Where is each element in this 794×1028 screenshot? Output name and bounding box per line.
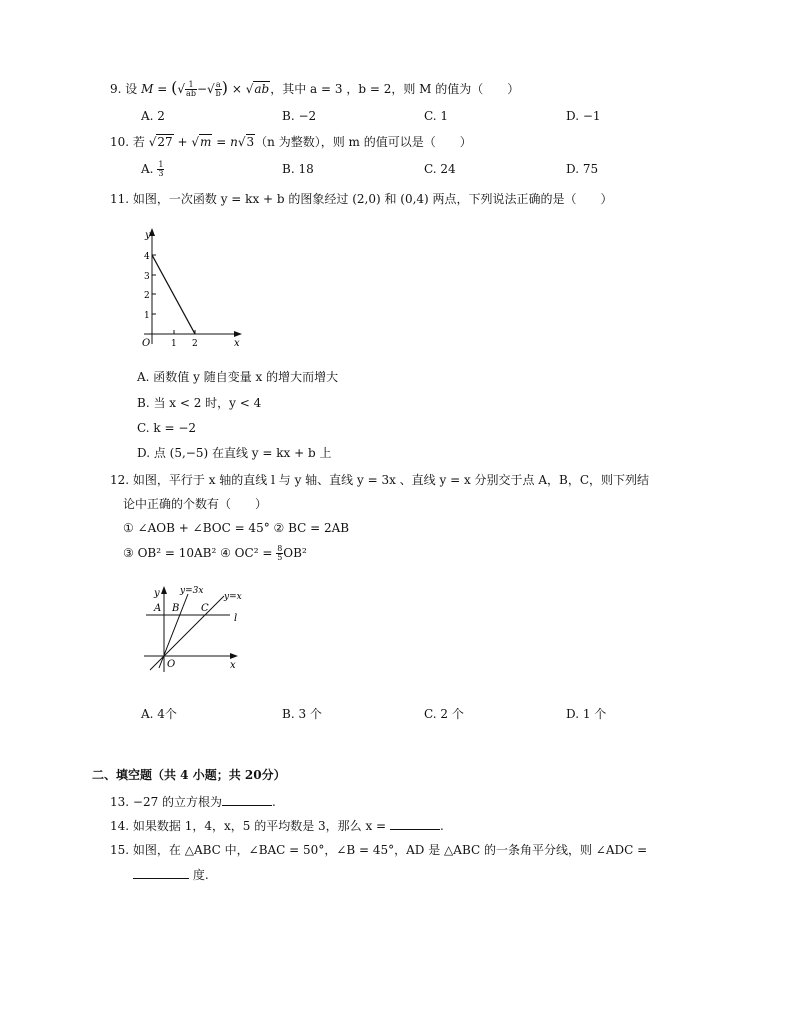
q15-answer-blank[interactable]: [133, 866, 189, 879]
q10-option-c: C. 24: [424, 162, 456, 176]
q12-x-arrow-icon: [230, 653, 238, 659]
q11-x-tick-2: 2: [192, 339, 198, 349]
q10-stem: 10. 若 √27 + √m = n√3（n 为整数），则 m 的值可以是（ ）: [110, 135, 472, 149]
q10-option-b: B. 18: [282, 162, 314, 176]
q12-point-b: B: [172, 603, 180, 614]
q11-y-tick-3: 3: [144, 272, 150, 282]
q11-y-tick-1: 1: [144, 311, 150, 321]
q11-option-d: D. 点 (5,−5) 在直线 y = kx + b 上: [137, 446, 332, 460]
q9-option-a: A. 2: [141, 109, 165, 123]
q11-option-c: C. k = −2: [137, 421, 197, 435]
q12-x-label: x: [230, 660, 236, 671]
q12-point-c: C: [201, 603, 209, 614]
q12-line-l-label: l: [234, 613, 238, 624]
q11-y-label: y: [145, 230, 151, 241]
q15-stem-line2: 度.: [133, 866, 209, 883]
q12-statements-3-4: ③ OB² = 10AB² ④ OC² = $\frac{8}{5}$ OB²: [123, 544, 307, 562]
q12-line-x-label: y=x: [224, 592, 242, 602]
q12-stem-line1: 12. 如图，平行于 x 轴的直线 l 与 y 轴、直线 y = 3x 、直线 y = x 分别交于点 A，B，C，则下列结: [110, 473, 650, 487]
q12-point-a: A: [154, 603, 162, 614]
q11-option-b: B. 当 x < 2 时，y < 4: [137, 396, 262, 410]
q12-option-d: D. 1 个: [566, 707, 607, 721]
q12-origin-label: O: [167, 659, 176, 670]
q9-option-c: C. 1: [424, 109, 449, 123]
q15-stem-line1: 15. 如图，在 △ABC 中，∠BAC = 50°，∠B = 45°，AD 是 △ABC 的一条角平分线，则 ∠ADC =: [110, 843, 648, 857]
q11-y-tick-2: 2: [144, 291, 150, 301]
q12-y-label: y: [154, 588, 160, 599]
q11-stem: 11. 如图，一次函数 y = kx + b 的图象经过 (2,0) 和 (0,4) 两点，下列说法正确的是（ ）: [110, 192, 613, 206]
q9-stem: 9. 设 M = (√ $\frac{1}{ab}$ −√ $\frac{a}{b}$ ) × √ab，其中 a = 3 ，b = 2，则 M 的值为（ ）: [110, 78, 520, 98]
q11-origin-label: O: [142, 338, 151, 349]
q11-option-a: A. 函数值 y 随自变量 x 的增大而增大: [137, 370, 339, 384]
q9-option-d: D. −1: [566, 109, 601, 123]
q10-option-d: D. 75: [566, 162, 599, 176]
q12-y-arrow-icon: [161, 586, 167, 594]
q11-graph: [138, 226, 250, 350]
q12-graph: [138, 584, 250, 674]
q11-x-label: x: [234, 338, 240, 349]
q9-option-b: B. −2: [282, 109, 317, 123]
q12-option-c: C. 2 个: [424, 707, 464, 721]
q13-answer-blank[interactable]: [222, 793, 272, 806]
q11-y-tick-4: 4: [144, 252, 150, 262]
q12-option-a: A. 4个: [141, 707, 177, 721]
q12-statements-1-2: ① ∠AOB + ∠BOC = 45° ② BC = 2AB: [123, 521, 350, 535]
q12-option-b: B. 3 个: [282, 707, 322, 721]
q14-stem: 14. 如果数据 1，4，x，5 的平均数是 3，那么 x = .: [110, 819, 444, 833]
section-title-fill-in: 二、填空题（共 4 小题；共 20分）: [92, 768, 286, 782]
q11-x-tick-1: 1: [171, 339, 177, 349]
q11-x-arrow-icon: [234, 331, 242, 337]
q13-stem: 13. −27 的立方根为 .: [110, 795, 276, 809]
q12-stem-line2: 论中正确的个数有（ ）: [123, 497, 268, 511]
q11-line-kx-b: [152, 255, 195, 334]
q12-line-3x-label: y=3x: [180, 586, 204, 596]
q14-answer-blank[interactable]: [390, 817, 440, 830]
q10-option-a: A. $\frac{1}{3}$: [141, 160, 164, 178]
